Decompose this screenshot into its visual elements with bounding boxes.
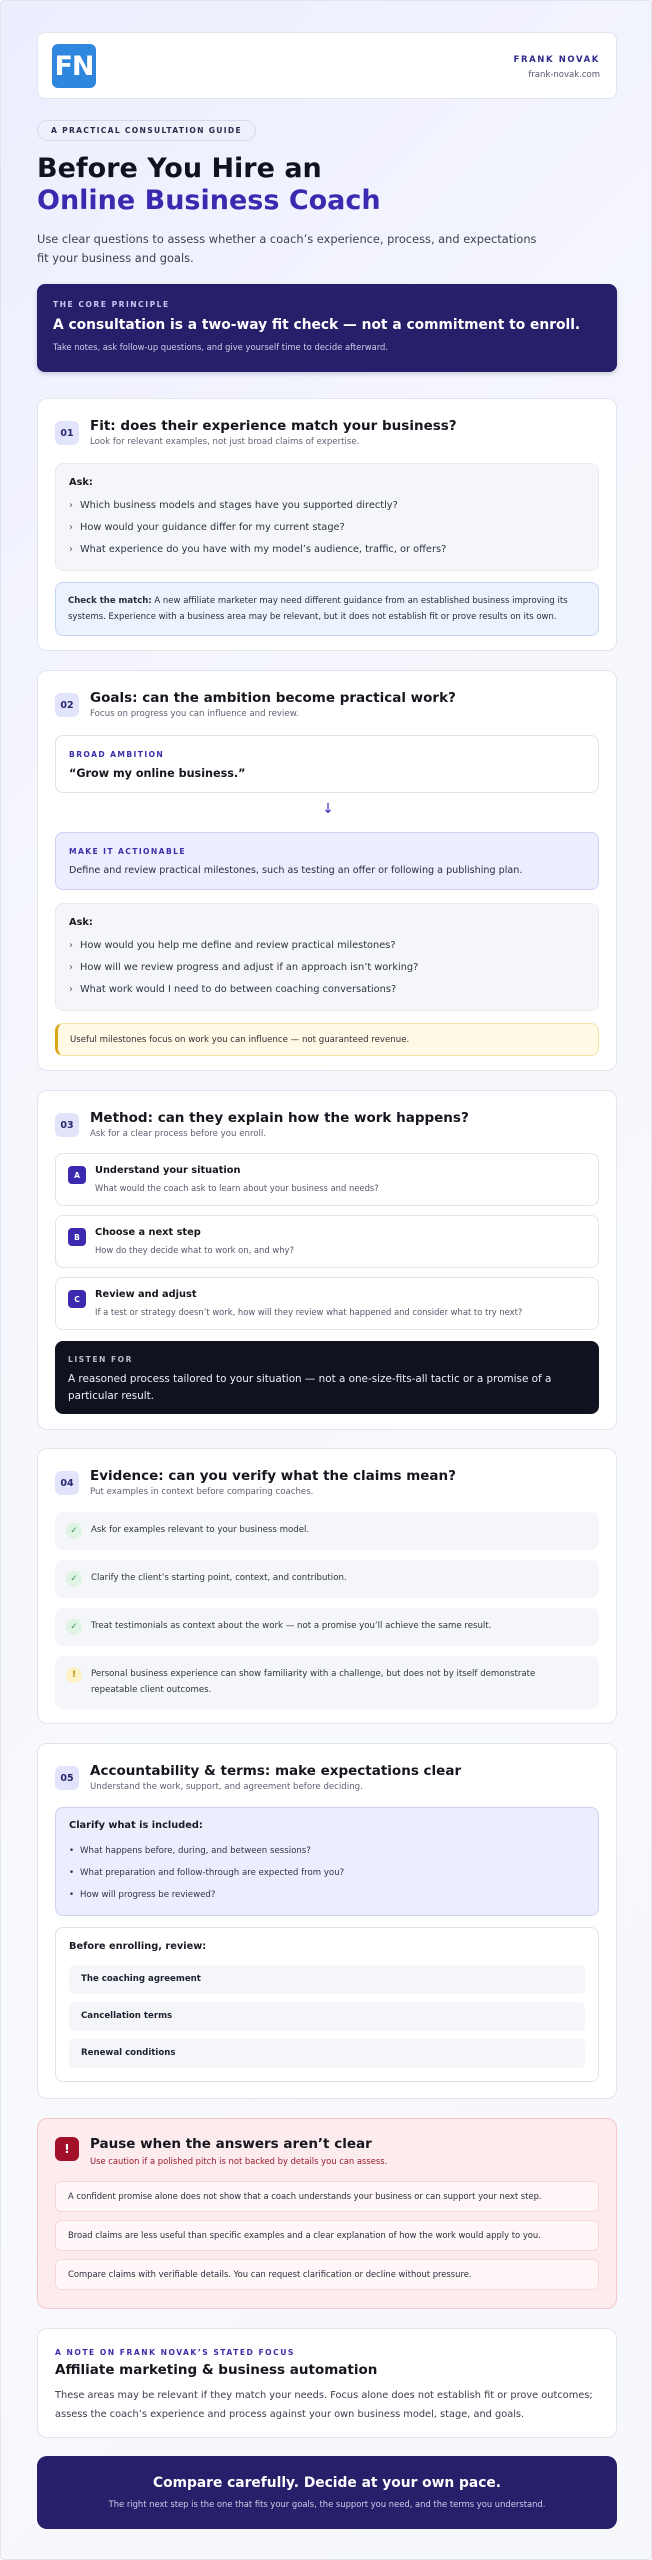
milestone-note	[55, 1023, 599, 1056]
chevron-right-icon: ›	[69, 522, 73, 533]
chevron-right-icon: ›	[69, 544, 73, 555]
site-header	[37, 32, 617, 99]
action-text: Define and review practical milestones, such as testing an offer or following a publishing plan.	[69, 865, 523, 876]
section-goals	[37, 670, 617, 1071]
list-item: › Which business models and stages have you supported directly?	[69, 500, 398, 511]
closing-banner	[37, 2456, 617, 2529]
ambition-quote: “Grow my online business.”	[69, 767, 246, 780]
listen-text: A reasoned process tailored to your situation — not a one-size-fits-all tactic or a promise of a particular result.	[68, 1373, 552, 1402]
check-icon: ✓	[66, 1571, 82, 1587]
chevron-right-icon: ›	[69, 984, 73, 995]
section-title: Goals: can the ambition become practical work?	[90, 690, 456, 706]
list-item: › How would your guidance differ for my current stage?	[69, 522, 345, 533]
list-item: • How will progress be reviewed?	[69, 1890, 216, 1900]
review-label: Before enrolling, review:	[69, 1941, 207, 1952]
term-item: The coaching agreement	[69, 1965, 585, 1994]
ask-box	[55, 463, 599, 571]
step-title: Choose a next step	[95, 1227, 201, 1238]
principle-heading: A consultation is a two-way fit check — not a commitment to enroll.	[53, 317, 581, 333]
section-method	[37, 1090, 617, 1430]
bullet-icon: •	[69, 1868, 75, 1878]
listen-for-box	[55, 1341, 599, 1414]
evidence-item	[55, 1560, 599, 1598]
section-number: 01	[55, 421, 79, 445]
guide-pill: A PRACTICAL CONSULTATION GUIDE	[37, 120, 256, 141]
bullet-icon: •	[69, 1890, 75, 1900]
stated-focus-card	[37, 2328, 617, 2438]
step-text: If a test or strategy doesn’t work, how will they review what happened and consider what to try next?	[95, 1307, 523, 1317]
section-number: 04	[55, 1471, 79, 1495]
step-badge: A	[68, 1166, 86, 1184]
section-number: 05	[55, 1766, 79, 1790]
logo[interactable]: FN	[52, 44, 96, 88]
actionable-box	[55, 832, 599, 890]
pause-row: A confident promise alone does not show that a coach understands your business or can support your next step.	[55, 2181, 599, 2212]
section-title: Fit: does their experience match your business?	[90, 418, 457, 434]
ask-label: Ask:	[69, 477, 93, 488]
evidence-text: Clarify the client’s starting point, context, and contribution.	[91, 1573, 347, 1583]
core-principle-banner	[37, 284, 617, 372]
pause-row: Compare claims with verifiable details. You can request clarification or decline without pressure.	[55, 2259, 599, 2290]
evidence-text: Ask for examples relevant to your business model.	[91, 1525, 310, 1535]
alert-icon: !	[55, 2137, 79, 2161]
section-title: Accountability & terms: make expectations clear	[90, 1763, 462, 1779]
closing-subtitle: The right next step is the one that fits your goals, the support you need, and the terms you understand.	[108, 2499, 546, 2509]
evidence-text: Personal business experience can show familiarity with a challenge, but does not by itself demonstrate repeatable client outcomes.	[91, 1669, 536, 1695]
author-url[interactable]: frank-novak.com	[528, 70, 600, 80]
section-accountability	[37, 1743, 617, 2099]
chevron-right-icon: ›	[69, 500, 73, 511]
warning-icon: !	[66, 1667, 82, 1683]
list-item: › How will we review progress and adjust if an approach isn’t working?	[69, 962, 419, 973]
step-title: Review and adjust	[95, 1289, 197, 1300]
ask-box	[55, 903, 599, 1011]
pause-warning-card	[37, 2118, 617, 2309]
list-item: › What work would I need to do between coaching conversations?	[69, 984, 397, 995]
clarify-box	[55, 1807, 599, 1916]
section-title: Method: can they explain how the work happens?	[90, 1110, 469, 1126]
focus-title: Affiliate marketing & business automation	[55, 2362, 378, 2378]
note-text: Check the match: A new affiliate marketer may need different guidance from an established business improving its systems. Experience with a business area may be relevant, but it does not establish fit or prove results on its own.	[68, 596, 568, 622]
focus-text: These areas may be relevant if they match your needs. Focus alone does not establish fit or prove outcomes; assess the coach’s experience and process against your own business model, stage, and goals.	[55, 2390, 593, 2420]
term-item: Renewal conditions	[69, 2039, 585, 2068]
evidence-item	[55, 1512, 599, 1550]
principle-kicker: THE CORE PRINCIPLE	[53, 300, 170, 309]
step-title: Understand your situation	[95, 1165, 241, 1176]
list-item: • What preparation and follow-through are expected from you?	[69, 1868, 345, 1878]
evidence-item	[55, 1608, 599, 1646]
ask-label: Ask:	[69, 917, 93, 928]
closing-title: Compare carefully. Decide at your own pace.	[152, 2475, 501, 2491]
list-item: › What experience do you have with my model’s audience, traffic, or offers?	[69, 544, 447, 555]
section-subtitle: Ask for a clear process before you enroll.	[90, 1129, 267, 1139]
chevron-right-icon: ›	[69, 940, 73, 951]
check-icon: ✓	[66, 1619, 82, 1635]
author-name: FRANK NOVAK	[513, 55, 600, 65]
action-kicker: MAKE IT ACTIONABLE	[69, 847, 186, 856]
process-step	[55, 1277, 599, 1330]
principle-sub: Take notes, ask follow-up questions, and give yourself time to decide afterward.	[53, 342, 389, 352]
section-evidence	[37, 1448, 617, 1724]
process-step	[55, 1153, 599, 1206]
step-badge: C	[68, 1290, 86, 1308]
check-match-note	[55, 582, 599, 636]
note-text: Useful milestones focus on work you can influence — not guaranteed revenue.	[70, 1035, 410, 1045]
step-text: How do they decide what to work on, and why?	[95, 1245, 294, 1255]
focus-kicker: A NOTE ON FRANK NOVAK’S STATED FOCUS	[55, 2348, 295, 2357]
page-title-line2: Online Business Coach	[37, 185, 381, 216]
evidence-text: Treat testimonials as context about the work — not a promise you’ll achieve the same result.	[91, 1621, 492, 1631]
pause-subtitle: Use caution if a polished pitch is not backed by details you can assess.	[90, 2156, 388, 2166]
list-item: › How would you help me define and review practical milestones?	[69, 940, 396, 951]
bullet-icon: •	[69, 1846, 75, 1856]
process-step	[55, 1215, 599, 1268]
pause-title: Pause when the answers aren’t clear	[90, 2136, 372, 2152]
review-box	[55, 1927, 599, 2082]
broad-ambition-box	[55, 735, 599, 793]
intro-text: Use clear questions to assess whether a coach’s experience, process, and expectations fit your business and goals.	[37, 232, 537, 265]
section-fit	[37, 398, 617, 651]
listen-kicker: LISTEN FOR	[68, 1355, 133, 1364]
term-item: Cancellation terms	[69, 2002, 585, 2031]
step-text: What would the coach ask to learn about your business and needs?	[95, 1183, 379, 1193]
section-subtitle: Understand the work, support, and agreement before deciding.	[90, 1782, 363, 1792]
section-subtitle: Put examples in context before comparing coaches.	[90, 1487, 314, 1497]
ambition-kicker: BROAD AMBITION	[69, 750, 165, 759]
section-subtitle: Look for relevant examples, not just broad claims of expertise.	[90, 437, 360, 447]
chevron-right-icon: ›	[69, 962, 73, 973]
page-title-line1: Before You Hire an	[37, 153, 322, 184]
pause-row: Broad claims are less useful than specific examples and a clear explanation of how the work would apply to you.	[55, 2220, 599, 2251]
section-number: 02	[55, 693, 79, 717]
clarify-label: Clarify what is included:	[69, 1820, 203, 1831]
list-item: • What happens before, during, and between sessions?	[69, 1846, 311, 1856]
arrow-down-icon: ↓	[322, 801, 334, 817]
section-subtitle: Focus on progress you can influence and review.	[90, 709, 299, 719]
evidence-item	[55, 1656, 599, 1709]
section-number: 03	[55, 1113, 79, 1137]
step-badge: B	[68, 1228, 86, 1246]
check-icon: ✓	[66, 1523, 82, 1539]
section-title: Evidence: can you verify what the claims mean?	[90, 1468, 456, 1484]
